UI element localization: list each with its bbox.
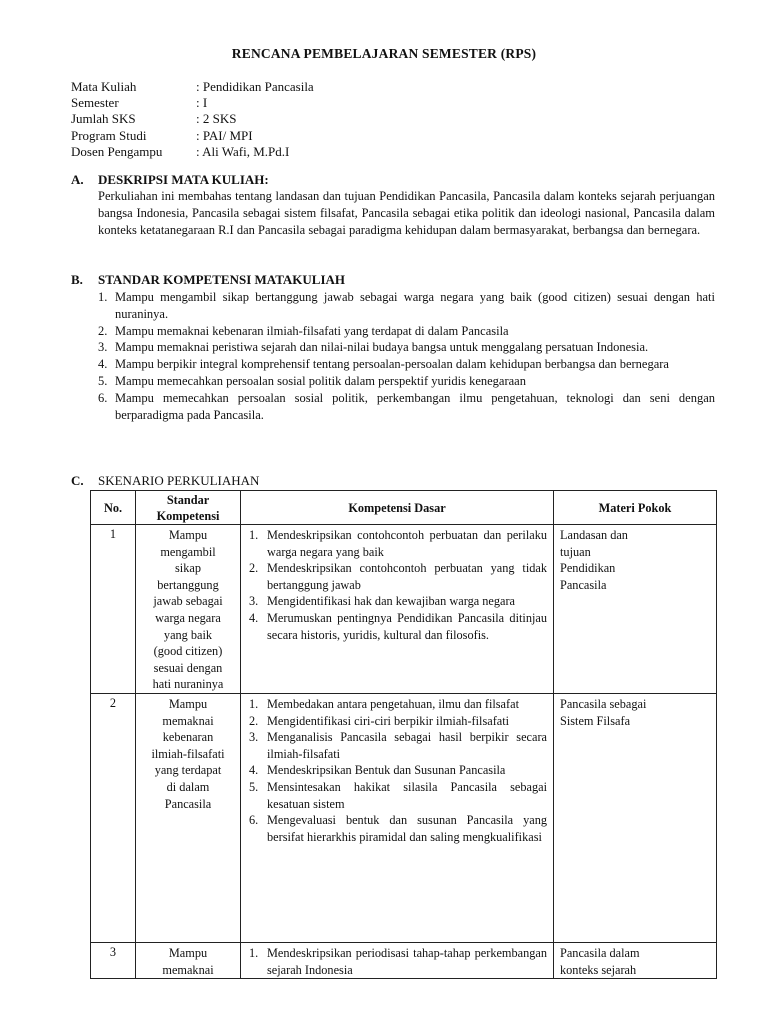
table-row — [91, 693, 717, 942]
cell-line: Mampu — [168, 945, 208, 960]
info-label: Program Studi — [71, 127, 147, 143]
item-text: Mampu memecahkan persoalan sosial politik, perkembangan ilmu pengetahuan, teknologi dan seni dengan berparadigma pada Pancasila. — [115, 390, 715, 422]
section-letter: B. — [71, 272, 83, 287]
course-info — [71, 79, 314, 160]
list-item — [98, 339, 715, 356]
item-text: Mendeskripsikan Bentuk dan Susunan Pancasila — [267, 763, 506, 778]
standard-competency-cell — [136, 693, 241, 942]
cell-line: mengambil — [160, 544, 216, 559]
row-number: 1 — [91, 525, 136, 694]
header-main-material: Materi Pokok — [554, 491, 717, 525]
list-item — [247, 762, 547, 779]
info-value: : Pendidikan Pancasila — [196, 79, 314, 94]
item-number: 6. — [98, 390, 108, 405]
description-text: Perkuliahan ini membahas tentang landasan dan tujuan Pendidikan Pancasila, Pancasila dalam konteks sejarah perjuangan bangsa Indonesia, Pancasila sebagai sistem filsafat, Pancasila sebagai etika politik dan ideologi nasional, Pancasila dalam konteks ketatanegaraan R.I dan Pancasila sebagai paradigma kehidupan dalam bermasyarakat, berbangsa dan bernegara. — [98, 189, 715, 237]
info-row-lecturer — [71, 144, 314, 160]
info-value: : I — [196, 95, 208, 111]
item-text: Mampu memaknai peristiwa sejarah dan nilai-nilai budaya bangsa untuk menggalang persatuan Indonesia. — [115, 340, 649, 355]
table-header-row — [91, 491, 717, 525]
section-title: SKENARIO PERKULIAHAN — [98, 473, 260, 488]
info-row-semester — [71, 95, 314, 111]
list-item — [247, 696, 547, 713]
info-row-course — [71, 79, 314, 95]
item-number: 4. — [98, 357, 108, 372]
list-item — [247, 729, 547, 762]
item-text: Mengevaluasi bentuk dan susunan Pancasila yang bersifat hierarkhis piramidal dan saling mengkualifikasi — [267, 813, 547, 844]
cell-line: sesuai dengan — [153, 660, 223, 675]
info-value: : PAI/ MPI — [196, 127, 253, 143]
item-text: Mendeskripsikan contohcontoh perbuatan yang tidak bertanggung jawab — [267, 561, 547, 592]
item-text: Membedakan antara pengetahuan, ilmu dan filsafat — [267, 696, 519, 711]
competency-list — [98, 289, 715, 423]
item-text: Mengidentifikasi ciri-ciri berpikir ilmiah-filsafati — [267, 713, 510, 728]
section-title: DESKRIPSI MATA KULIAH: — [98, 172, 269, 187]
section-letter: C. — [71, 473, 84, 488]
item-number: 2. — [249, 561, 259, 576]
list-item — [98, 390, 715, 424]
item-number: 1. — [249, 696, 259, 711]
item-text: Mensintesakan hakikat silasila Pancasila sebagai kesatuan sistem — [267, 779, 547, 811]
info-label: Mata Kuliah — [71, 79, 137, 94]
item-text: Mampu memaknai kebenaran ilmiah-filsafati yang terdapat di dalam Pancasila — [115, 323, 509, 338]
header-standard-competency: Standar Kompetensi — [136, 491, 241, 525]
cell-line: yang baik — [163, 627, 213, 642]
document-title: RENCANA PEMBELAJARAN SEMESTER (RPS) — [231, 46, 537, 61]
item-number: 6. — [249, 813, 259, 828]
info-row-credits — [71, 111, 314, 127]
item-text: Mendeskripsikan contohcontoh perbuatan dan perilaku warga negara yang baik — [267, 528, 547, 559]
cell-line: kebenaran — [162, 730, 214, 745]
list-item — [98, 289, 715, 323]
section-a-description — [98, 188, 715, 239]
table-row — [91, 525, 717, 694]
cell-line: yang terdapat — [154, 763, 222, 778]
item-number: 2. — [98, 323, 108, 338]
list-item — [247, 593, 547, 610]
cell-line: Pancasila dalam — [560, 945, 640, 960]
main-material-cell — [554, 525, 717, 694]
cell-line: memaknai — [162, 962, 214, 977]
cell-line: bertanggung — [157, 577, 219, 592]
cell-line: sikap — [175, 561, 201, 576]
header-no: No. — [91, 491, 136, 525]
item-text: Mampu mengambil sikap bertanggung jawab sebagai warga negara yang baik (good citizen) sesuai dengan hati nuraninya. — [115, 290, 715, 321]
cell-line: konteks sejarah — [560, 962, 637, 977]
info-label: Dosen Pengampu — [71, 143, 163, 159]
table-row — [91, 942, 717, 978]
item-number: 3. — [98, 340, 108, 355]
item-text: Mampu berpikir integral komprehensif tentang persoalan-persoalan dalam kehidupan berbangsa dan bernegara — [115, 357, 669, 372]
list-item — [247, 779, 547, 812]
info-value: : Ali Wafi, M.Pd.I — [196, 143, 290, 159]
item-text: Merumuskan pentingnya Pendidikan Pancasila ditinjau secara historis, yuridis, kultural dan filosofis. — [267, 610, 547, 642]
row-number: 2 — [91, 693, 136, 942]
list-item — [98, 356, 715, 373]
item-text: Menganalisis Pancasila sebagai hasil berpikir secara ilmiah-filsafati — [267, 730, 547, 761]
section-title: STANDAR KOMPETENSI MATAKULIAH — [98, 272, 346, 287]
item-number: 2. — [249, 713, 259, 728]
basic-competency-cell — [241, 693, 554, 942]
standard-competency-cell — [136, 525, 241, 694]
item-text: Mengidentifikasi hak dan kewajiban warga negara — [267, 594, 516, 609]
item-number: 1. — [249, 945, 259, 960]
list-item — [247, 812, 547, 845]
info-row-program — [71, 128, 314, 144]
list-item — [247, 610, 547, 643]
item-number: 1. — [249, 528, 259, 542]
info-label: Jumlah SKS — [71, 111, 136, 127]
cell-line: (good citizen) — [153, 644, 223, 659]
item-number: 4. — [249, 763, 259, 778]
cell-line: jawab sebagai — [153, 594, 223, 609]
cell-line: Landasan dan — [560, 528, 628, 542]
list-item — [98, 373, 715, 390]
list-item — [247, 527, 547, 560]
item-number: 1. — [98, 290, 108, 304]
basic-competency-cell — [241, 942, 554, 978]
item-number: 3. — [249, 594, 259, 609]
row-number: 3 — [91, 942, 136, 978]
list-item — [247, 560, 547, 593]
item-number: 3. — [249, 730, 259, 745]
cell-line: tujuan — [560, 544, 591, 559]
header-basic-competency: Kompetensi Dasar — [241, 491, 554, 525]
section-letter: A. — [71, 172, 84, 187]
list-item — [247, 945, 547, 978]
basic-competency-cell — [241, 525, 554, 694]
cell-line: Pancasila sebagai — [560, 696, 647, 711]
item-number: 4. — [249, 610, 259, 625]
main-material-cell — [554, 942, 717, 978]
cell-line: di dalam — [166, 779, 210, 794]
item-number: 5. — [98, 373, 108, 388]
info-value: : 2 SKS — [196, 111, 237, 127]
scenario-table — [90, 490, 717, 979]
list-item — [98, 323, 715, 340]
cell-line: Pancasila — [164, 796, 212, 811]
cell-line: Mampu — [168, 528, 208, 542]
cell-line: Pancasila — [560, 577, 607, 592]
cell-line: memaknai — [162, 713, 214, 728]
cell-line: Pendidikan — [560, 561, 616, 576]
standard-competency-cell — [136, 942, 241, 978]
cell-line: Mampu — [168, 696, 208, 711]
main-material-cell — [554, 693, 717, 942]
item-text: Mendeskripsikan periodisasi tahap-tahap perkembangan sejarah Indonesia — [267, 945, 547, 977]
cell-line: Sistem Filsafa — [560, 713, 631, 728]
cell-line: warga negara — [155, 610, 221, 625]
item-number: 5. — [249, 779, 259, 794]
cell-line: ilmiah-filsafati — [151, 746, 225, 761]
list-item — [247, 713, 547, 730]
cell-line: hati nuraninya — [152, 677, 224, 692]
item-text: Mampu memecahkan persoalan sosial politik dalam perspektif yuridis kenegaraan — [115, 373, 526, 388]
info-label: Semester — [71, 95, 119, 111]
